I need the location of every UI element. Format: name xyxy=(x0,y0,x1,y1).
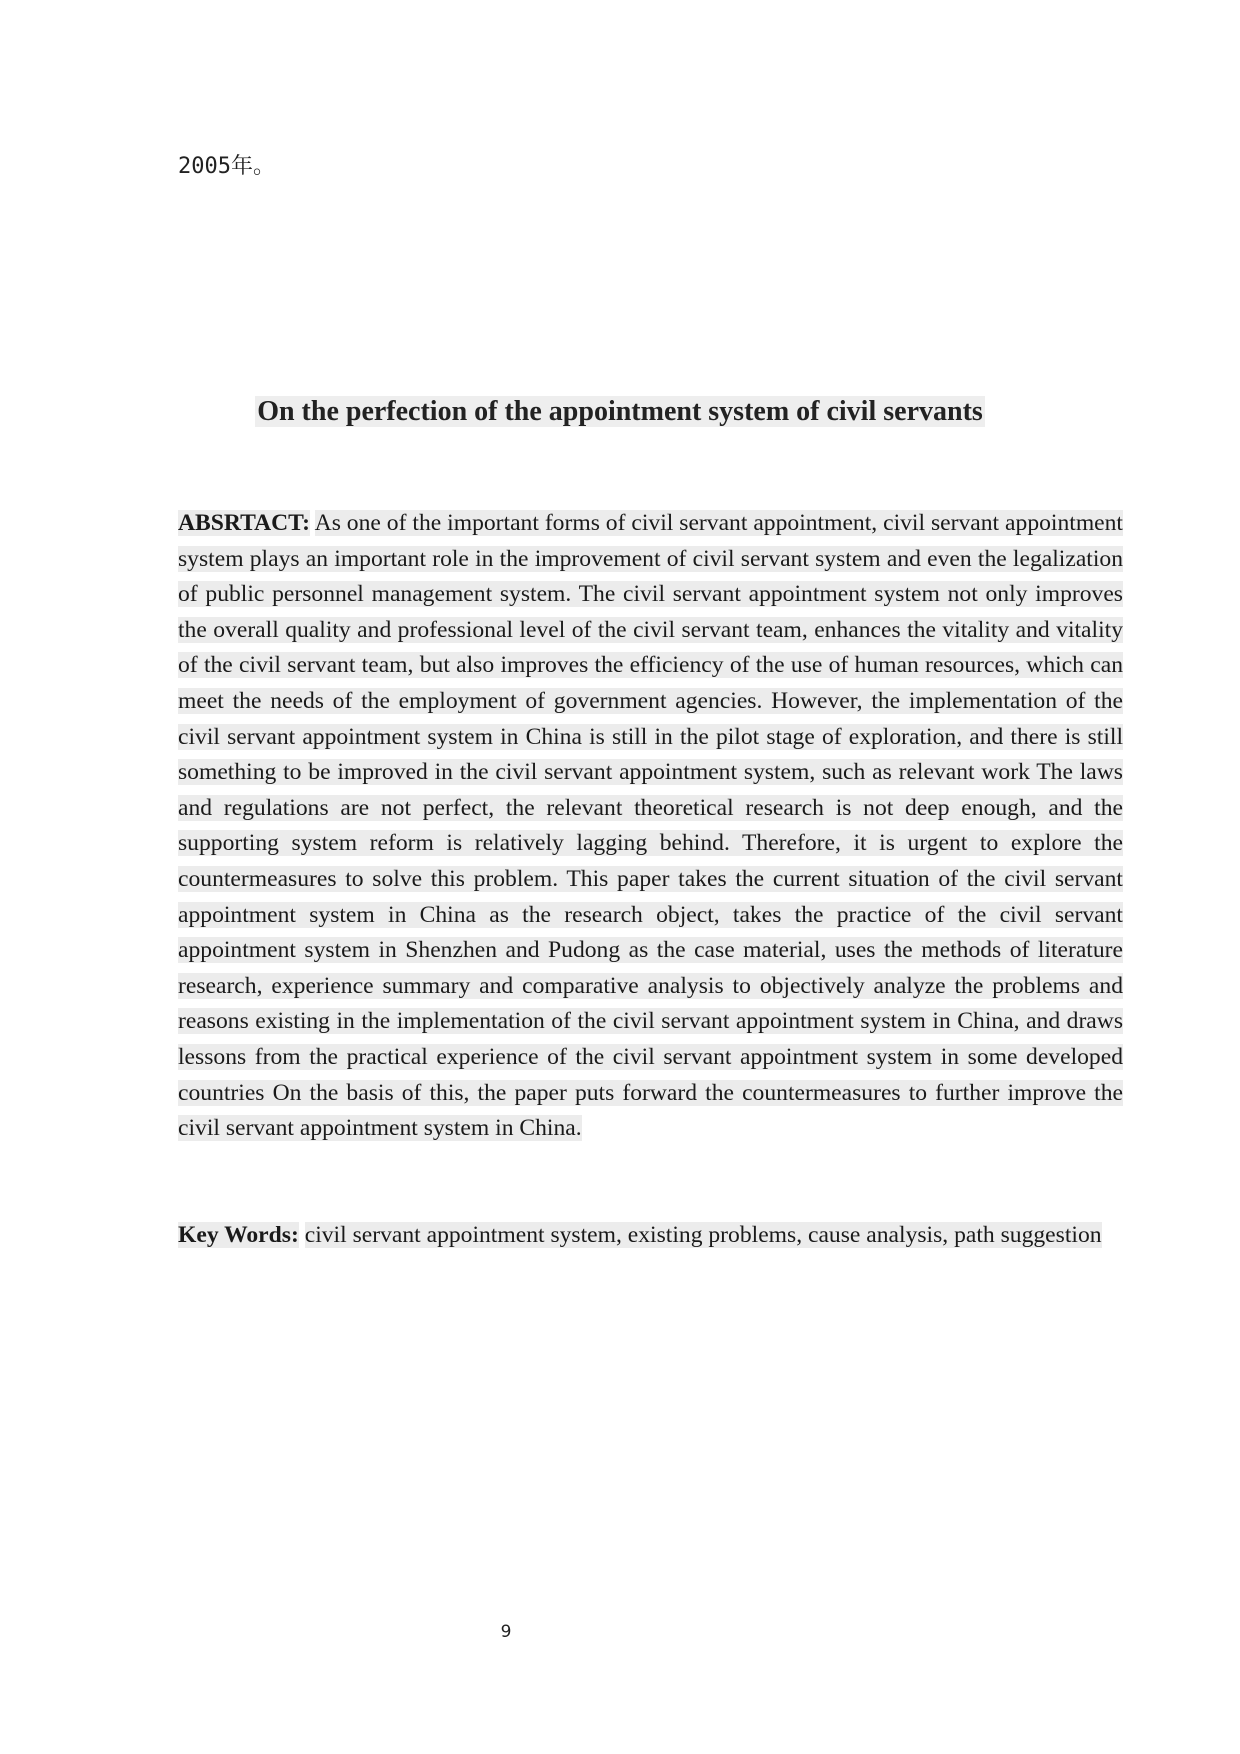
abstract-text: As one of the important forms of civil servant appointment, civil servant appointment system plays an important role in the improvement of civil servant system and even the legalization of public personnel management system. The civil servant appointment system not only improves the overall quality and professional level of the civil servant team, enhances the vitality and vitality of the civil servant team, but also improves the efficiency of the use of human resources, which can meet the needs of the employment of government agencies. However, the implementation of the civil servant appointment system in China is still in the pilot stage of exploration, and there is still something to be improved in the civil servant appointment system, such as relevant work The laws and regulations are not perfect, the relevant theoretical research is not deep enough, and the supporting system reform is relatively lagging behind. Therefore, it is urgent to explore the countermeasures to solve this problem. This paper takes the current situation of the civil servant appointment system in China as the research object, takes the practice of the civil servant appointment system in Shenzhen and Pudong as the case material, uses the methods of literature research, experience summary and comparative analysis to objectively analyze the problems and reasons existing in the implementation of the civil servant appointment system in China, and draws lessons from the practical experience of the civil servant appointment system in some developed countries On the basis of this, the paper puts forward the countermeasures to further improve the civil servant appointment system in China. xyxy=(178,510,1123,1142)
page-number: 9 xyxy=(500,1622,512,1642)
paper-title xyxy=(0,396,1240,428)
abstract-paragraph xyxy=(178,506,1123,1147)
keywords-paragraph xyxy=(178,1218,1123,1254)
keywords-text: civil servant appointment system, existing problems, cause analysis, path suggestion xyxy=(304,1222,1102,1248)
top-note: 2005年。 xyxy=(178,154,275,179)
paper-title-text: On the perfection of the appointment system of civil servants xyxy=(257,396,983,427)
abstract-label: ABSRTACT: xyxy=(178,510,311,536)
keywords-label: Key Words: xyxy=(178,1222,299,1248)
